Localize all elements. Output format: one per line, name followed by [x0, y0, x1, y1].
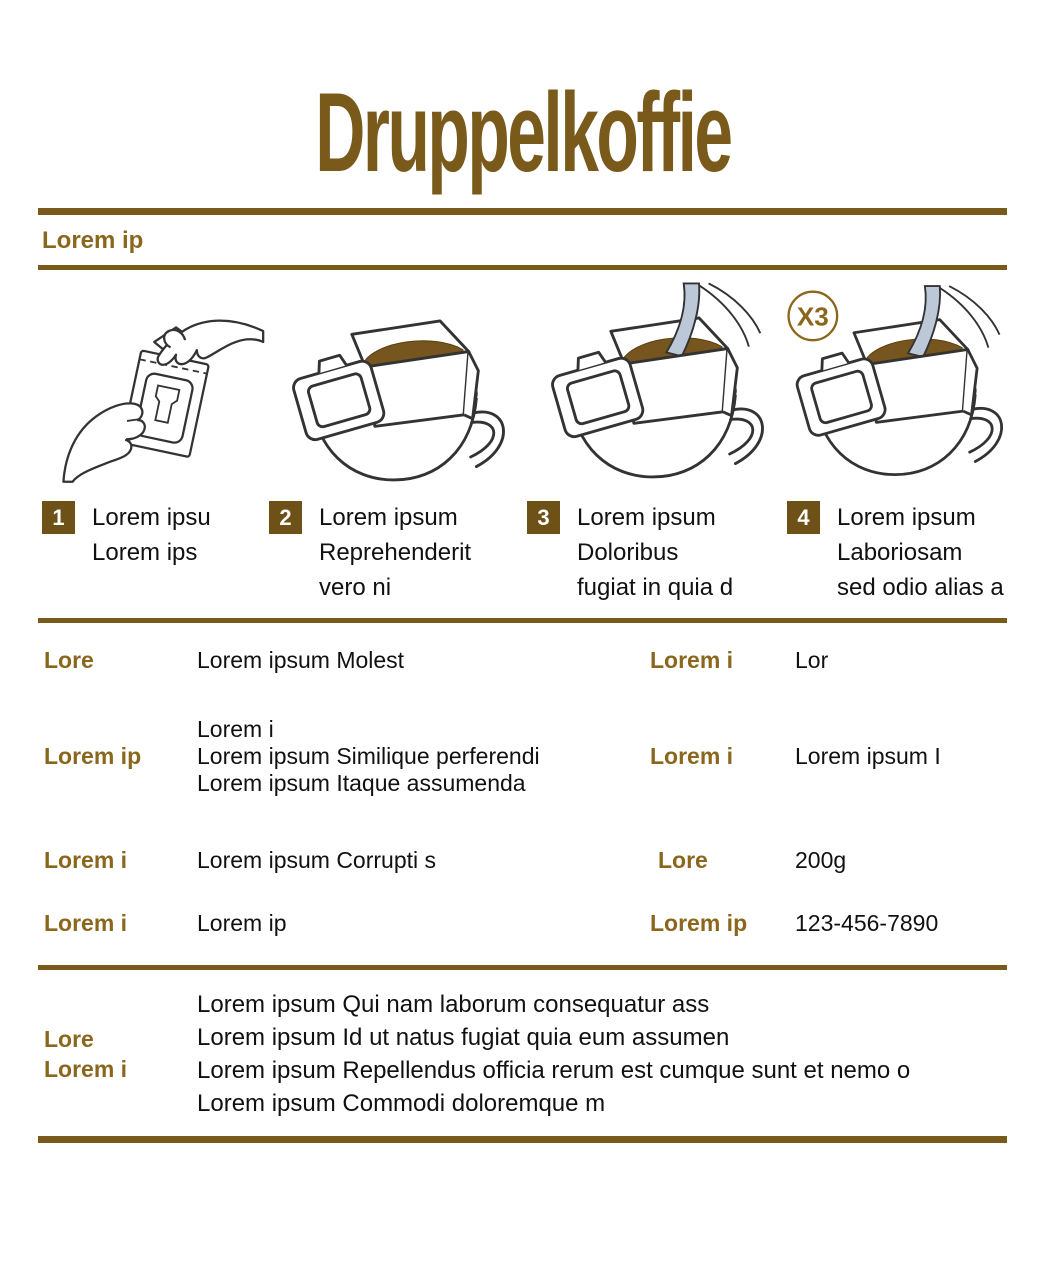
bottom-divider	[38, 1136, 1007, 1143]
footer-section	[38, 970, 1007, 1134]
row4-label2: Lorem ip	[650, 910, 748, 936]
drip-bag-on-cup-drawing	[279, 286, 509, 490]
cup-handle	[730, 409, 763, 464]
row3-value1: Lorem ipsum Corrupti s	[197, 847, 437, 873]
header-divider	[38, 265, 1007, 270]
pouring-water-x3-drawing	[783, 280, 1007, 490]
row2-label2: Lorem i	[650, 743, 734, 769]
step-1-text: Lorem ipsu Lorem ips	[92, 504, 211, 566]
illustrations-row	[38, 278, 1007, 490]
pouring-water-drawing	[538, 280, 768, 490]
step4-illustration	[783, 278, 1007, 490]
step-3-text: Lorem ipsum Doloribus fugiat in quia d	[577, 504, 734, 601]
cup-handle	[471, 412, 504, 467]
pour-arc	[709, 283, 761, 333]
table-row	[44, 847, 1007, 874]
step3-illustration	[523, 278, 783, 490]
step-2-text: Lorem ipsum Reprehenderit vero ni	[319, 504, 472, 601]
step1-illustration	[38, 278, 265, 490]
table-row	[44, 647, 1007, 674]
pour-arc	[949, 286, 999, 335]
row4-label1: Lorem i	[44, 910, 128, 936]
row4-value1: Lorem ip	[197, 910, 287, 936]
table-row	[44, 910, 1007, 937]
section-header: Lorem ip	[42, 227, 144, 254]
steps-row	[38, 500, 1007, 618]
row2-value1: Lorem i Lorem ipsum Similique perferendi Lorem ipsum Itaque assumenda	[197, 716, 540, 796]
spec-table	[38, 623, 1007, 937]
row2-label1: Lorem ip	[44, 743, 142, 769]
step-3-number: 3	[527, 501, 560, 534]
top-divider	[38, 208, 1007, 215]
step-3	[523, 500, 783, 618]
step-1	[38, 500, 265, 618]
row4-value2: 123-456-7890	[795, 910, 939, 936]
row1-label1: Lore	[44, 647, 94, 673]
step-1-number: 1	[42, 501, 75, 534]
page-title: Druppelkoffie	[314, 70, 731, 195]
table-row	[44, 716, 1007, 797]
title-wrap	[0, 58, 1045, 208]
step-4-text: Lorem ipsum Laboriosam sed odio alias a	[837, 504, 1004, 601]
x3-badge-label: X3	[796, 301, 829, 332]
footer-label: Lore Lorem i	[44, 1026, 128, 1082]
step-2	[265, 500, 523, 618]
step-4	[783, 500, 1007, 618]
row3-label1: Lorem i	[44, 847, 128, 873]
row1-value2: Lor	[795, 647, 829, 673]
row3-value2: 200g	[795, 847, 847, 873]
step2-illustration	[265, 278, 523, 490]
row2-value2: Lorem ipsum I	[795, 743, 941, 769]
step-2-number: 2	[269, 501, 302, 534]
row1-value1: Lorem ipsum Molest	[197, 647, 405, 673]
hands-opening-packet-drawing	[38, 292, 265, 490]
cup-handle	[970, 408, 1002, 461]
row3-label2: Lore	[658, 847, 708, 873]
row1-label2: Lorem i	[650, 647, 734, 673]
footer-text: Lorem ipsum Qui nam laborum consequatur ass Lorem ipsum Id ut natus fugiat quia eum assumen Lorem ipsum Repellendus officia rerum est cumque sunt et nemo o Lorem ipsum Commodi doloremque m	[197, 991, 911, 1117]
x3-badge	[789, 292, 838, 341]
step-4-number: 4	[787, 501, 820, 534]
